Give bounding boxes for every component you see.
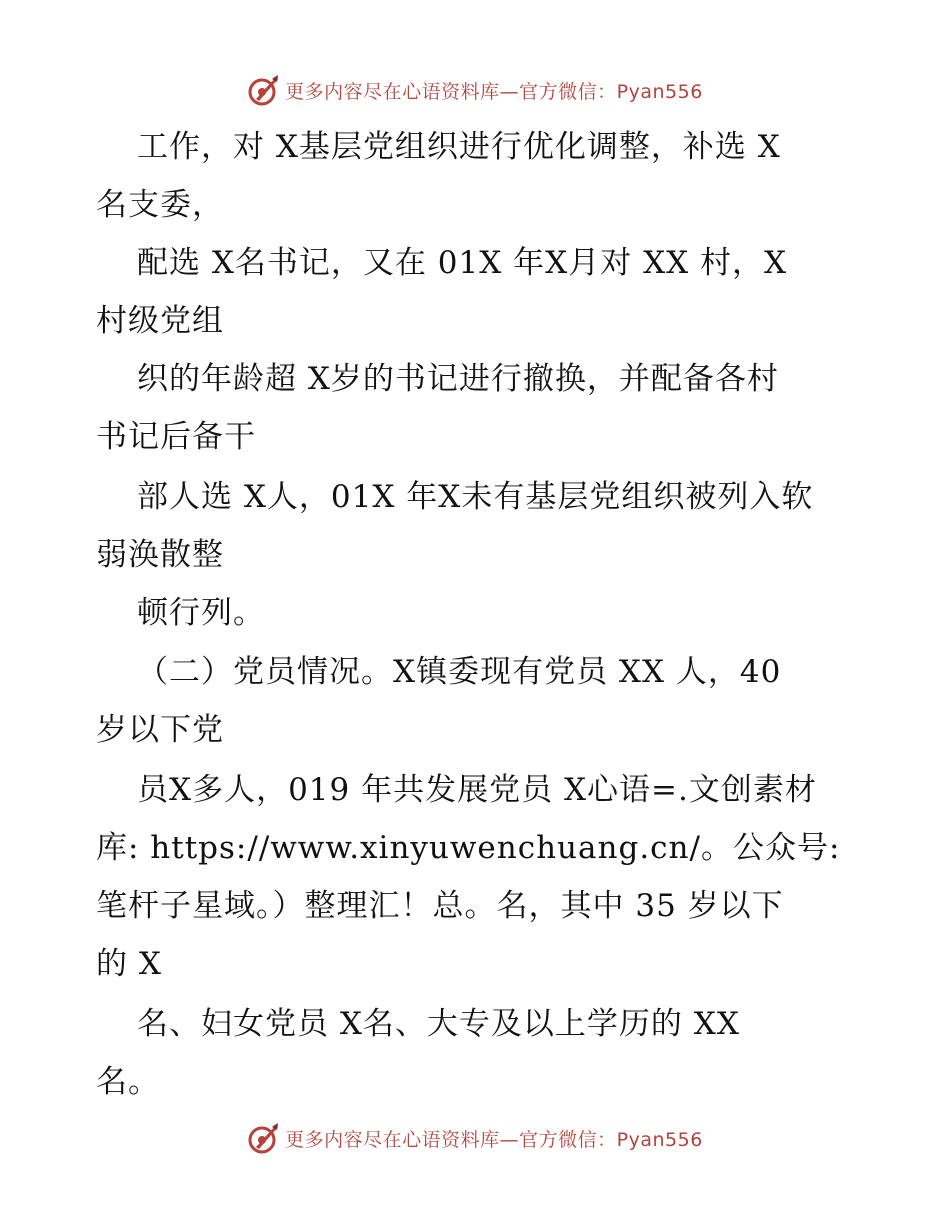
body-line: 部人选 X人，01X 年X未有基层党组织被列入软 [137,479,814,515]
header-banner-text: 更多内容尽在心语资料库—官方微信：Pyan556 [285,80,703,103]
body-line: 的 X [96,946,162,982]
body-line: 岁以下党 [96,712,224,748]
body-line: 员X多人，019 年共发展党员 X心语=.文创素材 [137,772,817,808]
body-line: 顿行列。 [137,595,265,631]
quill-logo-icon [247,1121,281,1155]
body-line: 弱涣散整 [96,537,224,573]
body-line: 配选 X名书记，又在 01X 年X月对 XX 村，X [137,245,788,281]
body-line: 书记后备干 [96,419,256,455]
body-line: 织的年龄超 X岁的书记进行撤换，并配备各村 [137,361,779,397]
body-line: 笔杆子星域。）整理汇！总。名，其中 35 岁以下 [96,888,784,924]
body-line: 名。 [96,1064,160,1100]
body-line: 名、妇女党员 X名、大专及以上学历的 XX [137,1006,740,1042]
body-line: （二）党员情况。X镇委现有党员 XX 人，40 [137,654,782,690]
body-line: 名支委， [96,187,224,223]
body-line: 村级党组 [96,303,224,339]
body-line: 库: https://www.xinyuwenchuang.cn/。公众号: [96,830,841,866]
body-line: 工作，对 X基层党组织进行优化调整，补选 X [137,129,781,165]
footer-banner [0,1118,950,1158]
footer-banner-text: 更多内容尽在心语资料库—官方微信：Pyan556 [285,1128,703,1151]
